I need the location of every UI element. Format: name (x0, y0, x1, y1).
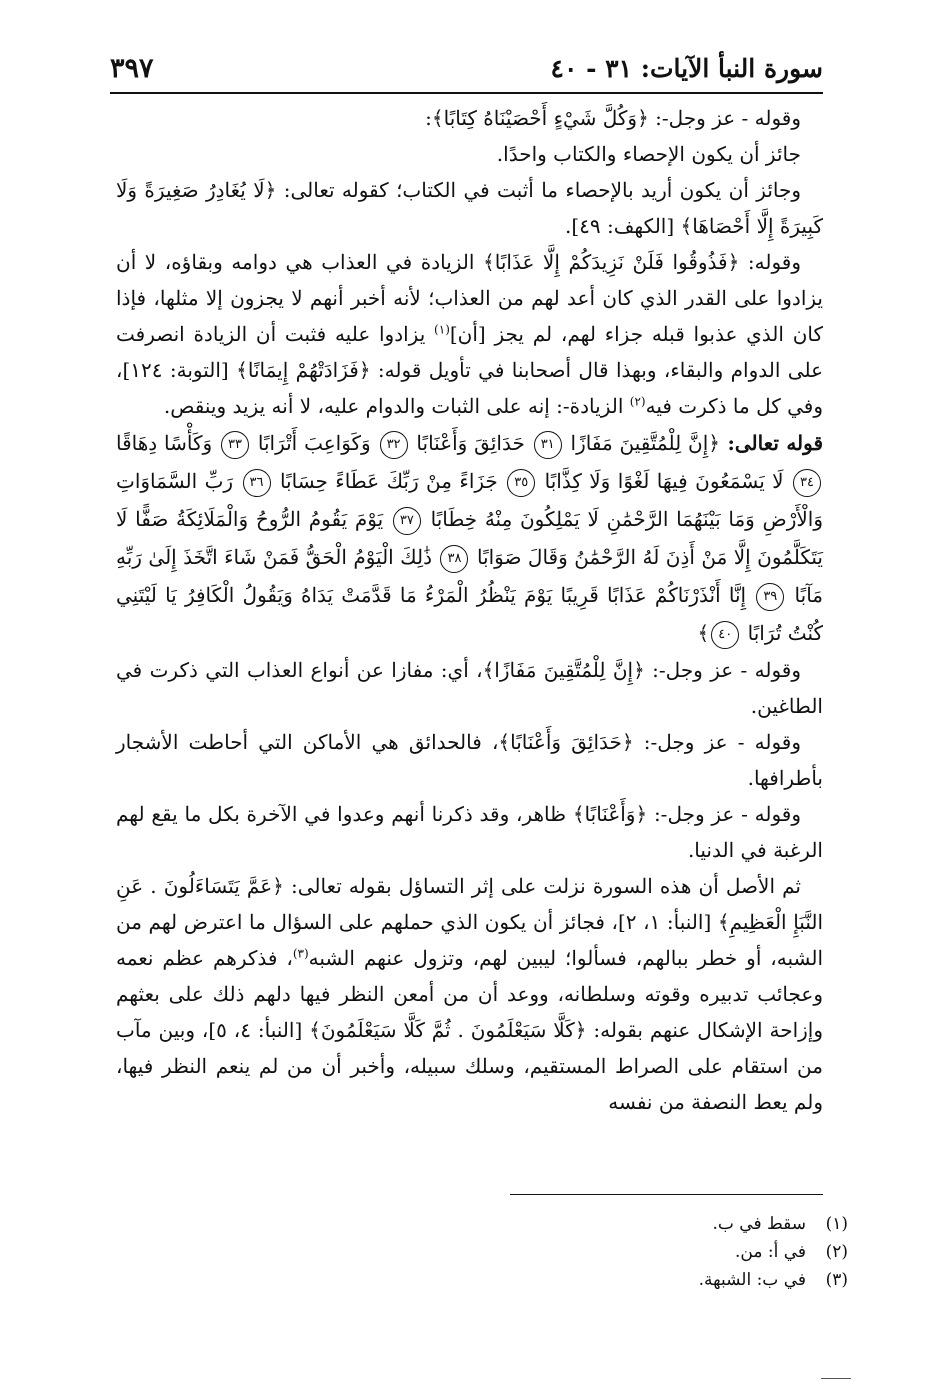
verse-number-marker: ٣٣ (221, 431, 249, 459)
verse-number-marker: ٣١ (534, 431, 562, 459)
p4-text: [التوبة: ١٢٤]، وفي كل ما ذكرت فيه (116, 358, 823, 418)
paragraph-5 (116, 652, 823, 724)
verse-number-marker: ٣٤ (793, 469, 821, 497)
footnote-ref[interactable]: (٢) (629, 394, 646, 409)
p4-text: الزيادة-: إنه على الثبات والدوام عليه، لا أنه يزيد وينقص. (163, 394, 630, 418)
footnote-ref[interactable]: (٣) (292, 946, 309, 961)
p8-text: [النبأ: ٤، ٥]، وبين مآب من استقام على الصراط المستقيم، وسلك سبيله، وأخبر أن من لم ينعم النظر فيها، ولم يعط النصفة من نفسه (116, 1018, 823, 1114)
p8-text: [النبأ: ١، ٢]، فجائز أن يكون الذي حملهم على السؤال ما اعترض لهم من الشبه، أو خطر ببالهم، فسألوا؛ ليبين لهم، وتزول عنهم الشبه (116, 910, 823, 970)
p4-text: يزادوا عليه فثبت أن الزيادة انصرفت على الدوام والبقاء، وبهذا قال أصحابنا في تأويل قوله: (116, 322, 824, 382)
p5-tail: ، أي: مفازا عن أنواع العذاب التي ذكرت في الطاغين. (116, 658, 823, 718)
footnote-separator (510, 1194, 823, 1195)
paragraph-6 (116, 724, 823, 796)
paragraph-2: جائز أن يكون الإحصاء والكتاب واحدًا. (496, 142, 801, 166)
verse-text: إِنَّا أَنْذَرْنَاكُمْ عَذَابًا قَرِيبًا يَوْمَ يَنْظُرُ الْمَرْءُ مَا قَدَّمَتْ يَدَاهُ وَيَقُولُ الْكَافِرُ يَا لَيْتَنِي كُنْتُ تُرَابًا (116, 583, 823, 645)
p8-text: ، فذكرهم عظم نعمه وعجائب تدبيره وقوته وسلطانه، ووعد أن من أمعن النظر فيها دلهم ذلك على بعثهم وإزاحة الإشكال عنهم بقوله: (116, 946, 823, 1042)
corner-mark (821, 1378, 851, 1379)
p4-lead: وقوله: (739, 250, 802, 274)
paragraph-3 (116, 172, 823, 244)
p6-lead: وقوله - عز وجل-: (633, 730, 801, 754)
verse-number-marker: ٣٩ (756, 583, 784, 611)
p4-text: الزيادة في العذاب هي دوامه وبقاؤه، لا أن يزادوا على القدر الذي كان أعد لهم من العذاب؛ لأنه أخبر أنهم لا يجزون إلا مثلها، فإذا كان الذي عذبوا قبله جزاء لهم، لم يجز [أن] (116, 250, 824, 346)
footnote-ref[interactable]: (١) (434, 322, 450, 337)
verse-number-marker: ٣٢ (380, 431, 408, 459)
verse-close-bracket: ﴾ (697, 621, 710, 645)
running-header (110, 48, 823, 88)
verse-text: لَا يَسْمَعُونَ فِيهَا لَغْوًا وَلَا كِذَّابًا (544, 469, 784, 493)
verse-text: يَوْمَ يَقُومُ الرُّوحُ وَالْمَلَائِكَةُ صَفًّا لَا يَتَكَلَّمُونَ إِلَّا مَنْ أَذِنَ لَهُ الرَّحْمَٰنُ وَقَالَ صَوَابًا (116, 507, 823, 569)
quran-quote: ﴿كَلَّا سَيَعْلَمُونَ . ثُمَّ كَلَّا سَيَعْلَمُونَ﴾ (309, 1018, 587, 1042)
paragraph-7 (116, 796, 823, 868)
footnote-number: (٢) (825, 1242, 848, 1262)
footnote (120, 1266, 848, 1294)
footnotes (120, 1210, 848, 1294)
quran-quote: ﴿إِنَّ لِلْمُتَّقِينَ مَفَازًا﴾ (482, 658, 645, 682)
verse-text: وَكَوَاعِبَ أَتْرَابًا (257, 431, 371, 455)
quran-quote: ﴿عَمَّ يَتَسَاءَلُونَ . عَنِ النَّبَإِ الْعَظِيمِ﴾ (116, 874, 824, 934)
verse-text: جَزَاءً مِنْ رَبِّكَ عَطَاءً حِسَابًا (279, 469, 498, 493)
footnote-text: في أ: من. (734, 1242, 806, 1262)
verse-number-marker: ٣٦ (243, 469, 271, 497)
verse-text: ذَٰلِكَ الْيَوْمُ الْحَقُّ فَمَنْ شَاءَ اتَّخَذَ إِلَىٰ رَبِّهِ مَآبًا (116, 545, 823, 607)
footnote-text: سقط في ب. (712, 1214, 806, 1234)
main-text (116, 100, 823, 1120)
quran-quote: ﴿حَدَائِقَ وَأَعْنَابًا﴾ (498, 730, 634, 754)
verse-number-marker: ٣٨ (440, 545, 468, 573)
quran-quote: ﴿وَكُلَّ شَيْءٍ أَحْصَيْنَاهُ كِتَابًا﴾ (431, 106, 649, 130)
verse-number-marker: ٣٥ (507, 469, 535, 497)
verse-number-marker: ٣٧ (393, 507, 421, 535)
p6-tail: ، فالحدائق هي الأماكن التي أحاطت الأشجار بأطرافها. (116, 730, 823, 790)
footnote-number: (١) (825, 1214, 848, 1234)
running-title: سورة النبأ الآيات: ٣١ - ٤٠ (550, 53, 823, 83)
p7-tail: ظاهر، وقد ذكرنا أنهم وعدوا في الآخرة بكل ما يقع لهم الرغبة في الدنيا. (116, 802, 823, 862)
footnote (120, 1210, 848, 1238)
quran-quote: ﴿فَذُوقُوا فَلَنْ نَزِيدَكُمْ إِلَّا عَذَابًا﴾ (483, 250, 740, 274)
p7-lead: وقوله - عز وجل-: (647, 802, 801, 826)
verses-lead: قوله تعالى: (720, 431, 824, 455)
p1-lead: وقوله - عز وجل-: (648, 106, 801, 130)
footnote-text: في ب: الشبهة. (698, 1270, 806, 1290)
verse-text: وَكَأْسًا دِهَاقًا (116, 431, 213, 455)
page-number: ٣٩٧ (110, 52, 154, 84)
paragraph-1 (116, 100, 823, 136)
verse-number-marker: ٤٠ (711, 621, 739, 649)
p5-lead: وقوله - عز وجل-: (644, 658, 801, 682)
p8-lead: ثم الأصل أن هذه السورة نزلت على إثر التساؤل بقوله تعالى: (283, 874, 801, 898)
p3-tail: [الكهف: ٤٩]. (564, 214, 681, 238)
footnote (120, 1238, 848, 1266)
verse-text: ﴿إِنَّ لِلْمُتَّقِينَ مَفَازًا (570, 431, 720, 455)
quran-quote: ﴿لَا يُغَادِرُ صَغِيرَةً وَلَا كَبِيرَةً إِلَّا أَحْصَاهَا﴾ (116, 178, 823, 238)
p3-lead: وجائز أن يكون أريد بالإحصاء ما أثبت في الكتاب؛ كقوله تعالى: (276, 178, 801, 202)
paragraph-4 (116, 244, 823, 424)
header-rule (110, 92, 823, 94)
verse-text: حَدَائِقَ وَأَعْنَابًا (416, 431, 525, 455)
verse-text: رَبِّ السَّمَاوَاتِ وَالْأَرْضِ وَمَا بَيْنَهُمَا الرَّحْمَٰنِ لَا يَمْلِكُونَ مِنْهُ خِطَابًا (116, 469, 823, 531)
p1-tail: : (425, 106, 432, 130)
quran-quote: ﴿فَزَادَتْهُمْ إِيمَانًا﴾ (236, 358, 371, 382)
paragraph-8 (116, 868, 823, 1120)
quran-verses-block (116, 424, 823, 652)
footnote-number: (٣) (825, 1270, 848, 1290)
quran-quote: ﴿وَأَعْنَابًا﴾ (572, 802, 648, 826)
